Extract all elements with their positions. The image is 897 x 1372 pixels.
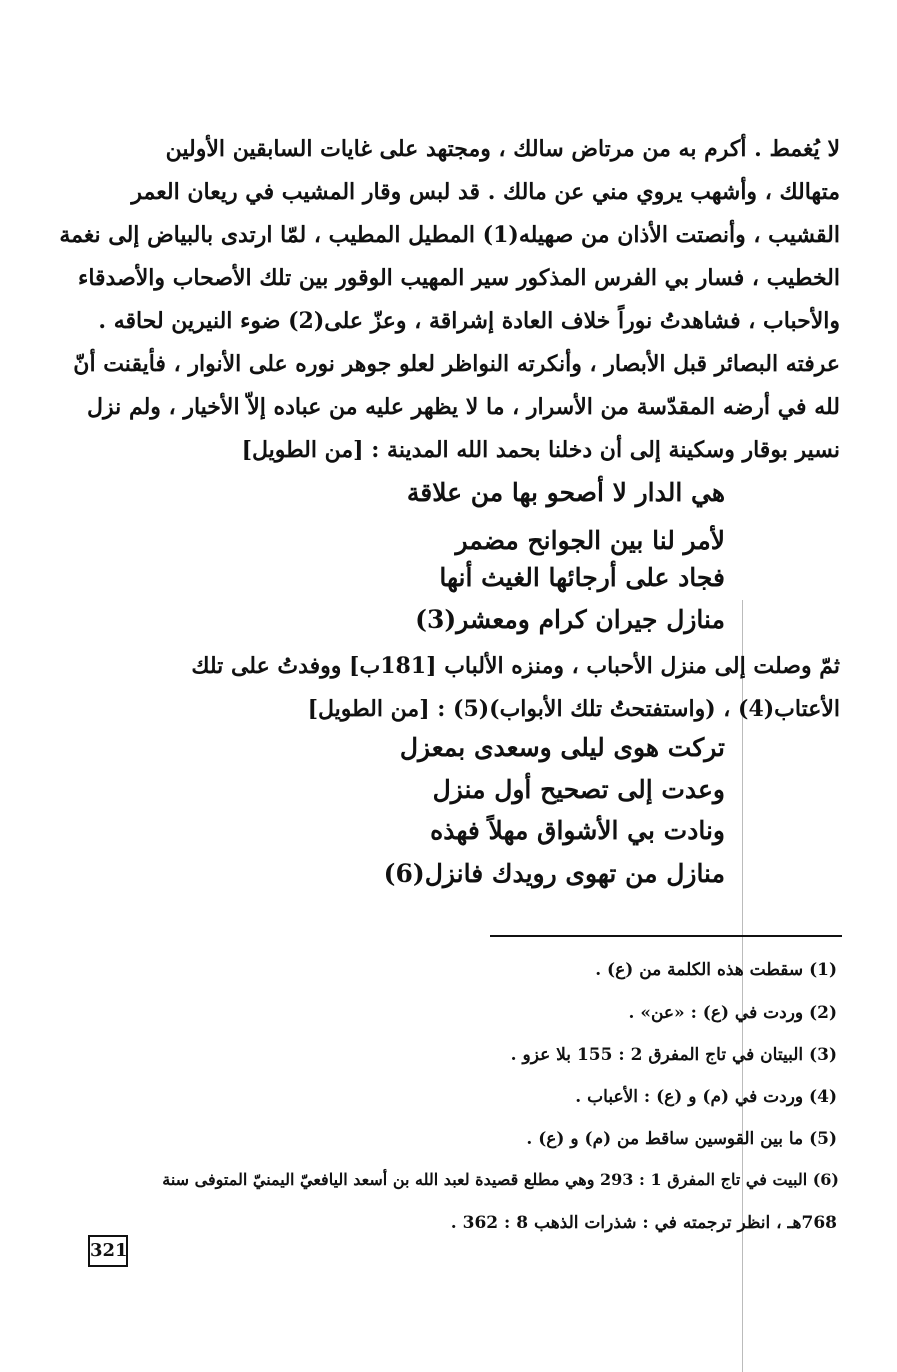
footnote: 768هـ ، انظر ترجمته في : شذرات الذهب 8 : 362 . [450,1213,837,1233]
verse-line: فجاد على أرجائها الغيث أنها [439,563,725,592]
body-paragraph-2 [128,645,840,731]
verse-line: هي الدار لا أصحو بها من علاقة [406,478,725,507]
body-paragraph-1 [59,128,840,472]
footnote: (5) ما بين القوسين ساقط من (م) و (ع) . [526,1129,837,1149]
body-line: عرفته البصائر قبل الأبصار ، وأنكرته النواظر لعلو جوهر نوره على الأنوار ، فأيقنت أنّ [73,351,840,377]
verse-line: منازل من تهوى رويدك فانزل(6) [383,859,725,888]
body-line: متهالك ، وأشهب يروي مني عن مالك . قد لبس وقار المشيب في ريعان العمر [131,179,840,205]
body-line: الأعتاب(4) ، (واستفتحتُ تلك الأبواب)(5) : [من الطويل] [307,696,840,722]
body-line: نسير بوقار وسكينة إلى أن دخلنا بحمد الله المدينة : [من الطويل] [241,437,840,463]
footnote: (1) سقطت هذه الكلمة من (ع) . [595,960,837,980]
body-line: الخطيب ، فسار بي الفرس المذكور سير المهيب الوقور بين تلك الأصحاب والأصدقاء [77,265,840,291]
verse-line: تركت هوى ليلى وسعدى بمعزل [399,733,725,762]
body-line: القشيب ، وأنصتت الأذان من صهيله(1) المطيل المطيب ، لمّا ارتدى بالبياض إلى نغمة [59,222,840,248]
body-line: لله في أرضه المقدّسة من الأسرار ، ما لا يظهر عليه من عباده إلاّ الأخيار ، ولم نزل [87,394,840,420]
footnote-separator [490,935,842,937]
page-number: 321 [88,1235,128,1267]
footnote: (6) البيت في تاج المفرق 1 : 293 وهي مطلع قصيدة لعبد الله بن أسعد اليافعيّ اليمنيّ المتوفى سنة [162,1170,839,1189]
footnote: (2) وردت في (ع) : «عن» . [628,1003,837,1023]
body-line: والأحباب ، فشاهدتُ نوراً خلاف العادة إشراقة ، وعزّ على(2) ضوء النيرين لحاقه . [98,308,840,334]
verse-line: لأمر لنا بين الجوانح مضمر [455,526,725,555]
verse-line: وعدت إلى تصحيح أول منزل [432,775,725,804]
footnote: (4) وردت في (م) و (ع) : الأعباب . [575,1087,837,1107]
body-line: ثمّ وصلت إلى منزل الأحباب ، ومنزه الألباب [181ب] ووفدتُ على تلك [191,653,840,679]
footnote: (3) البيتان في تاج المفرق 2 : 155 بلا عزو . [510,1045,837,1065]
verse-line: منازل جيران كرام ومعشر(3) [415,605,725,634]
verse-line: ونادت بي الأشواق مهلاً فهذه [430,816,725,845]
body-line: لا يُغمط . أكرم به من مرتاض سالك ، ومجتهد على غايات السابقين الأولين [165,136,840,162]
